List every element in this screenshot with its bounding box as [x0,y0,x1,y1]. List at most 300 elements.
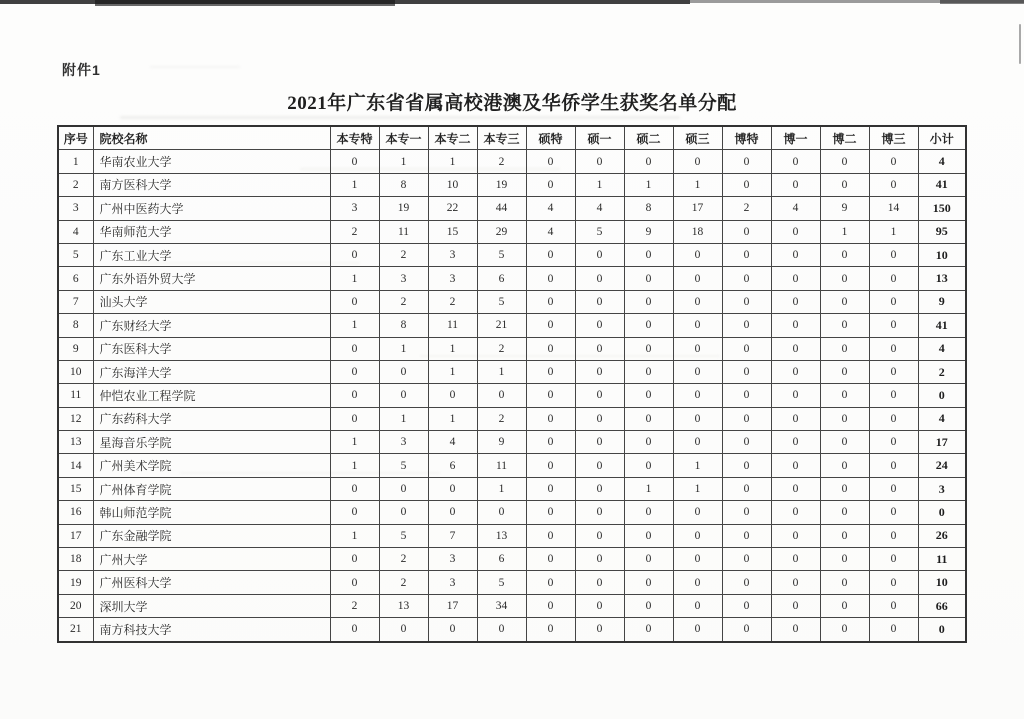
cell-value: 0 [820,267,869,290]
cell-value: 1 [575,173,624,196]
cell-value: 6 [477,548,526,571]
cell-value: 3 [428,267,477,290]
cell-subtotal: 10 [918,243,966,266]
cell-value: 0 [869,454,918,477]
cell-value: 1 [330,173,379,196]
cell-value: 0 [624,501,673,524]
cell-value: 5 [477,243,526,266]
cell-value: 0 [820,477,869,500]
cell-value: 1 [379,337,428,360]
column-header-11: 博一 [771,126,820,150]
cell-value: 0 [526,548,575,571]
cell-value: 0 [330,290,379,313]
attachment-label: 附件1 [62,62,101,78]
cell-institution: 南方医科大学 [93,173,330,196]
cell-value: 0 [869,407,918,430]
cell-value: 0 [575,243,624,266]
cell-value: 2 [379,548,428,571]
cell-value: 0 [869,243,918,266]
cell-value: 19 [379,197,428,220]
cell-value: 0 [575,571,624,594]
cell-value: 0 [722,173,771,196]
scan-artifact-right-edge [1019,24,1021,64]
cell-institution: 广东海洋大学 [93,360,330,383]
cell-value: 0 [820,524,869,547]
cell-subtotal: 0 [918,501,966,524]
cell-seq: 12 [58,407,93,430]
cell-institution: 星海音乐学院 [93,431,330,454]
table-row [58,594,966,617]
cell-value: 1 [624,477,673,500]
cell-value: 0 [428,477,477,500]
cell-value: 0 [771,501,820,524]
cell-value: 3 [379,431,428,454]
cell-value: 0 [330,501,379,524]
cell-institution: 广州大学 [93,548,330,571]
cell-value: 5 [379,524,428,547]
cell-value: 1 [869,220,918,243]
cell-value: 1 [820,220,869,243]
column-header-12: 博二 [820,126,869,150]
award-allocation-table [57,125,967,643]
cell-value: 0 [526,431,575,454]
cell-value: 0 [624,337,673,360]
cell-value: 0 [575,548,624,571]
cell-value: 0 [820,431,869,454]
cell-seq: 13 [58,431,93,454]
cell-value: 0 [526,290,575,313]
cell-value: 6 [428,454,477,477]
column-header-0: 序号 [58,126,93,150]
cell-value: 1 [379,150,428,173]
cell-value: 0 [624,548,673,571]
cell-value: 0 [673,407,722,430]
cell-seq: 8 [58,314,93,337]
cell-value: 44 [477,197,526,220]
table-row [58,220,966,243]
cell-subtotal: 41 [918,314,966,337]
cell-value: 0 [771,267,820,290]
table-row [58,290,966,313]
cell-value: 0 [673,267,722,290]
cell-value: 2 [477,150,526,173]
cell-value: 0 [673,290,722,313]
cell-subtotal: 24 [918,454,966,477]
cell-value: 0 [330,618,379,642]
cell-value: 1 [477,360,526,383]
cell-value: 0 [624,524,673,547]
cell-institution: 汕头大学 [93,290,330,313]
cell-value: 0 [820,173,869,196]
cell-seq: 14 [58,454,93,477]
cell-value: 0 [624,243,673,266]
cell-value: 0 [673,618,722,642]
cell-value: 22 [428,197,477,220]
cell-value: 0 [820,314,869,337]
cell-subtotal: 41 [918,173,966,196]
cell-value: 0 [869,290,918,313]
cell-subtotal: 95 [918,220,966,243]
cell-value: 11 [477,454,526,477]
cell-value: 0 [477,618,526,642]
cell-value: 0 [820,360,869,383]
cell-value: 0 [379,360,428,383]
cell-value: 0 [624,360,673,383]
table-row [58,454,966,477]
cell-value: 0 [379,384,428,407]
table-row [58,501,966,524]
cell-seq: 19 [58,571,93,594]
cell-institution: 广东工业大学 [93,243,330,266]
table-row [58,477,966,500]
column-header-14: 小计 [918,126,966,150]
cell-value: 0 [330,337,379,360]
cell-value: 0 [771,220,820,243]
cell-value: 0 [771,571,820,594]
cell-subtotal: 9 [918,290,966,313]
cell-value: 0 [673,548,722,571]
cell-seq: 17 [58,524,93,547]
column-header-3: 本专一 [379,126,428,150]
cell-value: 0 [722,407,771,430]
cell-value: 0 [869,501,918,524]
cell-value: 0 [869,173,918,196]
cell-value: 34 [477,594,526,617]
cell-seq: 4 [58,220,93,243]
cell-value: 0 [771,454,820,477]
cell-value: 0 [526,454,575,477]
cell-institution: 广州中医药大学 [93,197,330,220]
cell-subtotal: 66 [918,594,966,617]
cell-value: 0 [673,384,722,407]
cell-value: 0 [575,267,624,290]
cell-value: 0 [869,360,918,383]
cell-value: 1 [330,431,379,454]
cell-institution: 韩山师范学院 [93,501,330,524]
scan-smudge [120,116,680,119]
cell-seq: 9 [58,337,93,360]
cell-value: 0 [575,314,624,337]
cell-value: 0 [722,548,771,571]
cell-institution: 广东外语外贸大学 [93,267,330,290]
cell-value: 0 [820,548,869,571]
cell-value: 0 [526,524,575,547]
table-row [58,431,966,454]
cell-subtotal: 0 [918,384,966,407]
cell-value: 0 [869,337,918,360]
cell-value: 0 [575,407,624,430]
cell-value: 0 [379,618,428,642]
cell-value: 0 [526,314,575,337]
cell-value: 5 [379,454,428,477]
cell-value: 0 [526,477,575,500]
cell-value: 4 [526,197,575,220]
cell-value: 0 [771,243,820,266]
cell-value: 1 [428,337,477,360]
cell-value: 2 [330,220,379,243]
cell-value: 0 [771,314,820,337]
column-header-6: 硕特 [526,126,575,150]
cell-subtotal: 10 [918,571,966,594]
cell-seq: 18 [58,548,93,571]
cell-value: 8 [379,173,428,196]
cell-value: 0 [330,384,379,407]
cell-value: 0 [820,501,869,524]
cell-value: 0 [526,243,575,266]
cell-value: 0 [869,314,918,337]
cell-institution: 南方科技大学 [93,618,330,642]
cell-value: 7 [428,524,477,547]
cell-value: 1 [673,454,722,477]
cell-value: 0 [722,571,771,594]
cell-value: 2 [330,594,379,617]
cell-value: 0 [820,290,869,313]
cell-value: 0 [526,501,575,524]
cell-value: 0 [575,594,624,617]
cell-seq: 3 [58,197,93,220]
cell-value: 0 [379,501,428,524]
cell-value: 0 [722,360,771,383]
cell-value: 0 [820,150,869,173]
column-header-7: 硕一 [575,126,624,150]
cell-value: 0 [624,407,673,430]
cell-value: 0 [330,477,379,500]
cell-value: 0 [771,548,820,571]
cell-value: 0 [575,150,624,173]
table-row [58,360,966,383]
column-header-10: 博特 [722,126,771,150]
cell-value: 9 [820,197,869,220]
cell-value: 3 [428,243,477,266]
table-row [58,337,966,360]
cell-value: 2 [477,407,526,430]
cell-value: 0 [330,150,379,173]
cell-value: 0 [624,571,673,594]
cell-institution: 深圳大学 [93,594,330,617]
cell-value: 0 [722,501,771,524]
cell-subtotal: 3 [918,477,966,500]
cell-value: 1 [624,173,673,196]
cell-value: 0 [673,337,722,360]
cell-seq: 6 [58,267,93,290]
column-header-2: 本专特 [330,126,379,150]
cell-value: 0 [330,407,379,430]
cell-value: 0 [722,454,771,477]
cell-value: 0 [428,501,477,524]
cell-seq: 5 [58,243,93,266]
cell-value: 1 [673,477,722,500]
cell-seq: 16 [58,501,93,524]
cell-value: 0 [820,243,869,266]
cell-value: 0 [722,220,771,243]
scan-smudge [150,66,240,68]
cell-subtotal: 4 [918,337,966,360]
cell-value: 9 [624,220,673,243]
cell-value: 1 [428,407,477,430]
cell-value: 4 [428,431,477,454]
cell-value: 8 [379,314,428,337]
cell-value: 0 [820,337,869,360]
cell-value: 0 [624,150,673,173]
cell-institution: 仲恺农业工程学院 [93,384,330,407]
cell-value: 11 [379,220,428,243]
cell-value: 0 [771,360,820,383]
cell-value: 0 [722,150,771,173]
cell-value: 0 [526,150,575,173]
cell-value: 0 [820,594,869,617]
cell-institution: 广州体育学院 [93,477,330,500]
cell-value: 0 [673,150,722,173]
cell-value: 0 [722,337,771,360]
column-header-1: 院校名称 [93,126,330,150]
cell-value: 0 [428,618,477,642]
cell-value: 3 [428,571,477,594]
cell-value: 0 [673,594,722,617]
cell-value: 0 [526,571,575,594]
cell-seq: 20 [58,594,93,617]
cell-value: 1 [330,524,379,547]
table-row [58,243,966,266]
cell-value: 0 [869,594,918,617]
cell-value: 3 [428,548,477,571]
cell-value: 4 [575,197,624,220]
cell-value: 6 [477,267,526,290]
cell-value: 0 [673,431,722,454]
cell-value: 0 [722,594,771,617]
column-header-5: 本专三 [477,126,526,150]
cell-value: 0 [673,243,722,266]
cell-value: 0 [624,454,673,477]
column-header-13: 博三 [869,126,918,150]
cell-value: 10 [428,173,477,196]
table-row [58,618,966,642]
cell-value: 4 [526,220,575,243]
cell-value: 1 [428,150,477,173]
table-body [58,150,966,642]
cell-value: 1 [330,267,379,290]
cell-value: 0 [379,477,428,500]
cell-value: 0 [526,337,575,360]
cell-institution: 华南师范大学 [93,220,330,243]
cell-value: 3 [379,267,428,290]
cell-value: 3 [330,197,379,220]
cell-subtotal: 2 [918,360,966,383]
cell-value: 0 [624,384,673,407]
cell-value: 29 [477,220,526,243]
cell-value: 0 [722,477,771,500]
cell-value: 1 [379,407,428,430]
cell-value: 0 [575,454,624,477]
column-header-9: 硕三 [673,126,722,150]
cell-value: 0 [330,548,379,571]
cell-value: 0 [526,407,575,430]
scan-artifact-top-edge [95,0,395,6]
cell-value: 0 [771,431,820,454]
cell-value: 2 [428,290,477,313]
cell-value: 1 [330,454,379,477]
cell-value: 0 [624,594,673,617]
cell-value: 0 [673,314,722,337]
cell-value: 8 [624,197,673,220]
cell-subtotal: 0 [918,618,966,642]
cell-value: 0 [722,243,771,266]
cell-value: 0 [477,384,526,407]
cell-value: 0 [330,360,379,383]
cell-value: 0 [330,571,379,594]
cell-subtotal: 150 [918,197,966,220]
cell-value: 21 [477,314,526,337]
cell-value: 0 [526,173,575,196]
table-row [58,571,966,594]
cell-value: 0 [771,407,820,430]
cell-seq: 11 [58,384,93,407]
cell-value: 0 [526,267,575,290]
table-row [58,548,966,571]
cell-value: 1 [673,173,722,196]
cell-value: 0 [330,243,379,266]
cell-seq: 1 [58,150,93,173]
cell-value: 0 [722,618,771,642]
cell-value: 0 [722,267,771,290]
cell-value: 0 [771,337,820,360]
column-header-8: 硕二 [624,126,673,150]
cell-value: 0 [771,524,820,547]
table-row [58,314,966,337]
cell-value: 18 [673,220,722,243]
cell-seq: 21 [58,618,93,642]
cell-value: 0 [526,618,575,642]
cell-value: 0 [771,150,820,173]
cell-institution: 广东金融学院 [93,524,330,547]
cell-value: 0 [526,594,575,617]
cell-value: 0 [575,618,624,642]
cell-value: 0 [575,360,624,383]
cell-seq: 2 [58,173,93,196]
cell-subtotal: 13 [918,267,966,290]
cell-value: 2 [379,571,428,594]
cell-subtotal: 4 [918,150,966,173]
cell-value: 0 [771,477,820,500]
cell-value: 2 [722,197,771,220]
cell-value: 14 [869,197,918,220]
cell-value: 0 [722,524,771,547]
cell-value: 0 [869,150,918,173]
cell-seq: 10 [58,360,93,383]
cell-value: 5 [575,220,624,243]
cell-value: 0 [575,477,624,500]
table-row [58,384,966,407]
document-title: 2021年广东省省属高校港澳及华侨学生获奖名单分配 [287,93,737,114]
cell-value: 11 [428,314,477,337]
cell-value: 0 [575,290,624,313]
cell-institution: 广东财经大学 [93,314,330,337]
cell-value: 0 [771,618,820,642]
cell-value: 0 [624,618,673,642]
cell-value: 2 [379,290,428,313]
cell-value: 2 [477,337,526,360]
cell-value: 0 [624,267,673,290]
cell-subtotal: 26 [918,524,966,547]
cell-value: 17 [428,594,477,617]
cell-value: 1 [477,477,526,500]
cell-value: 5 [477,290,526,313]
cell-value: 0 [624,290,673,313]
table-row [58,150,966,173]
cell-seq: 7 [58,290,93,313]
cell-value: 0 [428,384,477,407]
cell-value: 0 [575,524,624,547]
cell-value: 0 [673,571,722,594]
